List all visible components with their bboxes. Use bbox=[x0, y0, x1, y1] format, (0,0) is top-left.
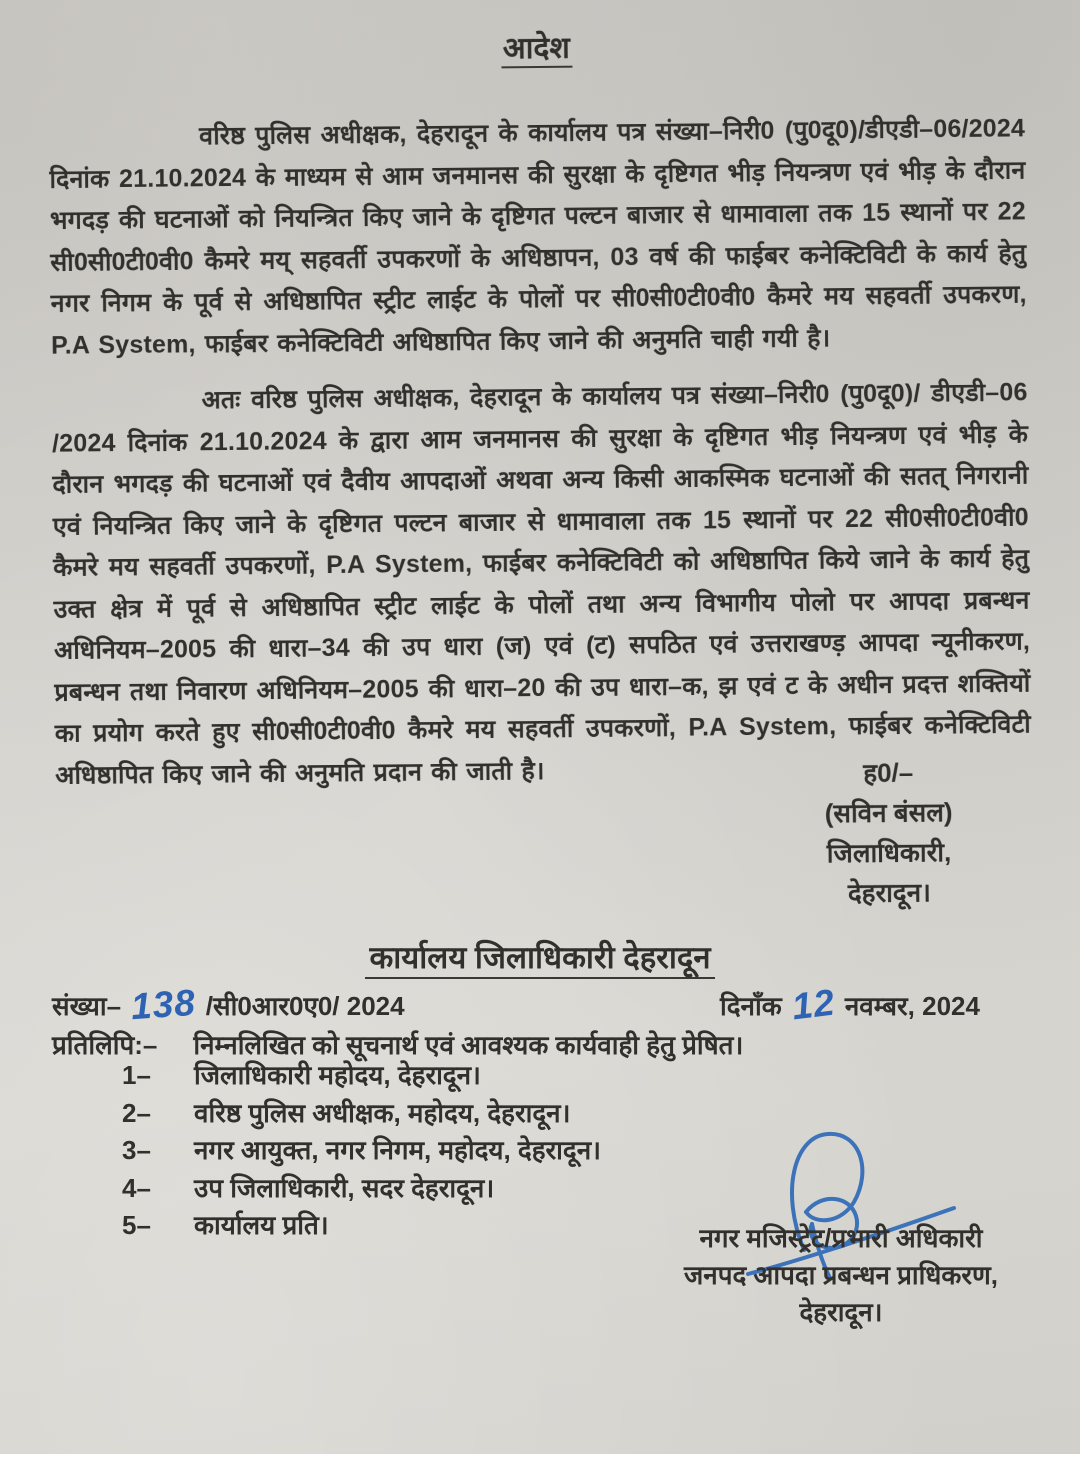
list-item-text: वरिष्ठ पुलिस अधीक्षक, महोदय, देहरादून। bbox=[194, 1097, 571, 1128]
list-item-text: नगर आयुक्त, नगर निगम, महोदय, देहरादून। bbox=[194, 1135, 601, 1165]
issuing-officer-block bbox=[636, 1220, 1046, 1331]
copy-text: निम्नलिखित को सूचनार्थ एवं आवश्यक कार्यवाही हेतु प्रेषित। bbox=[193, 1030, 744, 1060]
officer-designation: नगर मजिस्ट्रेट/प्रभारी अधिकारी bbox=[699, 1223, 983, 1253]
list-item-number: 1– bbox=[122, 1060, 151, 1090]
office-heading bbox=[0, 936, 1080, 978]
signatory-name: (सविन बंसल) bbox=[824, 797, 953, 829]
signatory-designation: जिलाधिकारी, bbox=[826, 837, 952, 869]
paragraph-order: अतः वरिष्ठ पुलिस अधीक्षक, देहरादून के कार्यालय पत्र संख्या–निरी0 (पु0दू0)/ डीएडी–06 /2024 दिनांक 21.10.2024 के द्वारा आम जनमानस की सुरक्षा के दृष्टिगत भीड़ नियन्त्रण एवं भीड़ के दौरान भगदड़ की घटनाओं एवं दैवीय आपदाओं अथवा अन्य किसी आकस्मिक घटनाओं की सतत् निगरानी एवं नियन्त्रित किए जाने के दृष्टिगत पल्टन बाजार से धामावाला तक 15 स्थानों पर 22 सी0सी0टी0वी0 कैमरे मय सहवर्ती उपकरणों, P.A System, फाईबर कनेक्टिविटी को अधिष्ठापित किये जाने के कार्य हेतु उक्त क्षेत्र में पूर्व से अधिष्ठापित स्ट्रीट लाईट के पोलों तथा अन्य विभागीय पोलो पर आपदा प्रबन्धन अधिनियम–2005 की धारा–34 की उप धारा (ज) एवं (ट) सपठित एवं उत्तराखण्ड़ आपदा न्यूनीकरण, प्रबन्धन तथा निवारण अधिनियम–2005 की धारा–20 की उप धारा–क, झ एवं ट के अधीन प्रदत्त शक्तियों का प्रयोग करते हुए सी0सी0टी0वी0 कैमरे मय सहवर्ती उपकरणों, P.A System, फाईबर कनेक्टिविटी अधिष्ठापित किए जाने की अनुमति प्रदान की जाती है। bbox=[51, 378, 1031, 790]
officer-authority: जनपद आपदा प्रबन्धन प्राधिकरण, bbox=[684, 1260, 998, 1290]
office-heading-text: कार्यालय जिलाधिकारी देहरादून bbox=[365, 940, 714, 979]
number-label: संख्या– bbox=[52, 991, 122, 1021]
list-item-number: 5– bbox=[122, 1210, 151, 1240]
list-item-text: कार्यालय प्रति। bbox=[194, 1210, 329, 1240]
list-item-number: 4– bbox=[122, 1172, 151, 1203]
number-suffix: /सी0आर0ए0/ 2024 bbox=[205, 991, 405, 1021]
paragraph-request: वरिष्ठ पुलिस अधीक्षक, देहरादून के कार्यालय पत्र संख्या–निरी0 (पु0दू0)/डीएडी–06/2024 दिनांक 21.10.2024 के माध्यम से आम जनमानस की सुरक्षा के दृष्टिगत भीड़ नियन्त्रण एवं भीड़ के दौरान भगदड़ की घटनाओं को नियन्त्रित किए जाने के दृष्टिगत पल्टन बाजार से धामावाला तक 15 स्थानों पर 22 सी0सी0टी0वी0 कैमरे मय् सहवर्ती उपकरणों के अधिष्ठापन, 03 वर्ष की फाईबर कनेक्टिविटी के कार्य हेतु नगर निगम के पूर्व से अधिष्ठापित स्ट्रीट लाईट के पोलों पर सी0सी0टी0वी0 कैमरे मय सहवर्ती उपकरण, P.A System, फाईबर कनेक्टिविटी अधिष्ठापित किए जाने की अनुमति चाही गयी है। bbox=[49, 114, 1027, 360]
signed-abbrev: ह0/– bbox=[863, 757, 914, 788]
officer-place: देहरादून। bbox=[799, 1297, 883, 1327]
document-title bbox=[0, 21, 1076, 72]
document-title-text: आदेश bbox=[501, 32, 572, 69]
handwritten-number: 138 bbox=[129, 981, 198, 1028]
dm-signature-block bbox=[768, 752, 1010, 914]
date-suffix: नवम्बर, 2024 bbox=[844, 991, 980, 1021]
list-item bbox=[122, 1056, 942, 1094]
handwritten-date: 12 bbox=[789, 981, 838, 1028]
list-item-text: उप जिलाधिकारी, सदर देहरादून। bbox=[194, 1172, 495, 1203]
list-item-number: 3– bbox=[122, 1135, 151, 1165]
reference-date bbox=[720, 981, 980, 1028]
copy-label: प्रतिलिपि:– bbox=[52, 1030, 158, 1060]
date-label: दिनाँक bbox=[720, 991, 782, 1021]
signatory-place: देहरादून। bbox=[847, 877, 932, 909]
list-item-number: 2– bbox=[122, 1097, 151, 1128]
reference-number bbox=[52, 981, 405, 1028]
reference-line bbox=[52, 982, 1032, 1028]
list-item-text: जिलाधिकारी महोदय, देहरादून। bbox=[194, 1060, 481, 1090]
